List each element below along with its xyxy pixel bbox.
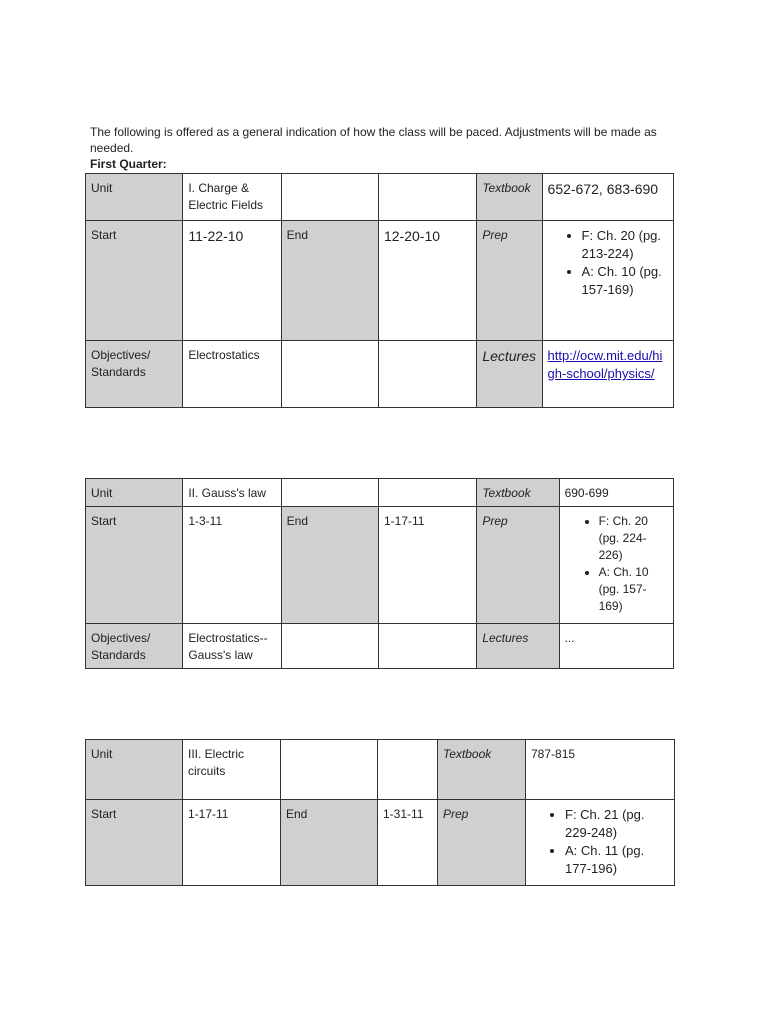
textbook-value: 787-815 (526, 740, 675, 800)
list-item: • A: Ch. 10 (pg. 157-169) (599, 564, 668, 615)
textbook-label: Textbook (477, 479, 559, 507)
empty-cell (281, 740, 378, 800)
table-row (86, 507, 674, 624)
empty-cell (281, 341, 378, 408)
empty-cell (378, 479, 476, 507)
start-value: 1-3-11 (183, 507, 281, 624)
table-row (86, 221, 674, 341)
objectives-label: Objectives/ Standards (86, 341, 183, 408)
empty-cell (378, 624, 476, 669)
objectives-value: Electrostatics-- Gauss's law (183, 624, 281, 669)
intro-text: The following is offered as a general indication of how the class will be paced. Adjustments will be made as needed. (90, 125, 657, 155)
empty-cell (281, 479, 378, 507)
textbook-value: 652-672, 683-690 (542, 174, 673, 221)
prep-list (548, 227, 668, 299)
list-item: • A: Ch. 10 (pg. 157-169) (582, 263, 668, 299)
textbook-label: Textbook (438, 740, 526, 800)
start-value: 11-22-10 (183, 221, 281, 341)
unit-value: II. Gauss's law (183, 479, 281, 507)
end-label: End (281, 221, 378, 341)
prep-list (531, 806, 669, 878)
end-value: 1-31-11 (378, 800, 438, 886)
unit-table-3 (85, 739, 675, 886)
prep-value (526, 800, 675, 886)
textbook-value: 690-699 (559, 479, 673, 507)
lectures-label: Lectures (477, 341, 542, 408)
prep-label: Prep (438, 800, 526, 886)
end-value: 1-17-11 (378, 507, 476, 624)
empty-cell (378, 174, 476, 221)
list-item: • A: Ch. 11 (pg. 177-196) (565, 842, 669, 878)
objectives-label: Objectives/ Standards (86, 624, 183, 669)
list-item: • F: Ch. 21 (pg. 229-248) (565, 806, 669, 842)
prep-value (559, 507, 673, 624)
unit-label: Unit (86, 740, 183, 800)
unit-label: Unit (86, 479, 183, 507)
textbook-label: Textbook (477, 174, 542, 221)
unit-value: I. Charge & Electric Fields (183, 174, 281, 221)
list-item: • F: Ch. 20 (pg. 224-226) (599, 513, 668, 564)
unit-table-2 (85, 478, 674, 669)
end-value: 12-20-10 (378, 221, 476, 341)
empty-cell (378, 740, 438, 800)
table-row (86, 479, 674, 507)
prep-list (565, 513, 668, 615)
quarter-heading: First Quarter: (90, 157, 167, 171)
table-row (86, 174, 674, 221)
unit-value: III. Electric circuits (183, 740, 281, 800)
lectures-label: Lectures (477, 624, 559, 669)
empty-cell (281, 624, 378, 669)
lectures-value: ... (559, 624, 673, 669)
list-item: • F: Ch. 20 (pg. 213-224) (582, 227, 668, 263)
prep-label: Prep (477, 507, 559, 624)
end-label: End (281, 507, 378, 624)
lectures-link[interactable]: http://ocw.mit.edu/high-school/physics/ (547, 348, 663, 381)
start-label: Start (86, 507, 183, 624)
unit-label: Unit (86, 174, 183, 221)
empty-cell (281, 174, 378, 221)
start-label: Start (86, 221, 183, 341)
table-row (86, 740, 675, 800)
start-label: Start (86, 800, 183, 886)
table-row (86, 624, 674, 669)
unit-table-1 (85, 173, 674, 408)
prep-value (542, 221, 673, 341)
prep-label: Prep (477, 221, 542, 341)
objectives-value: Electrostatics (183, 341, 281, 408)
table-row (86, 341, 674, 408)
lectures-value (542, 341, 673, 408)
end-label: End (281, 800, 378, 886)
empty-cell (378, 341, 476, 408)
table-row (86, 800, 675, 886)
start-value: 1-17-11 (183, 800, 281, 886)
